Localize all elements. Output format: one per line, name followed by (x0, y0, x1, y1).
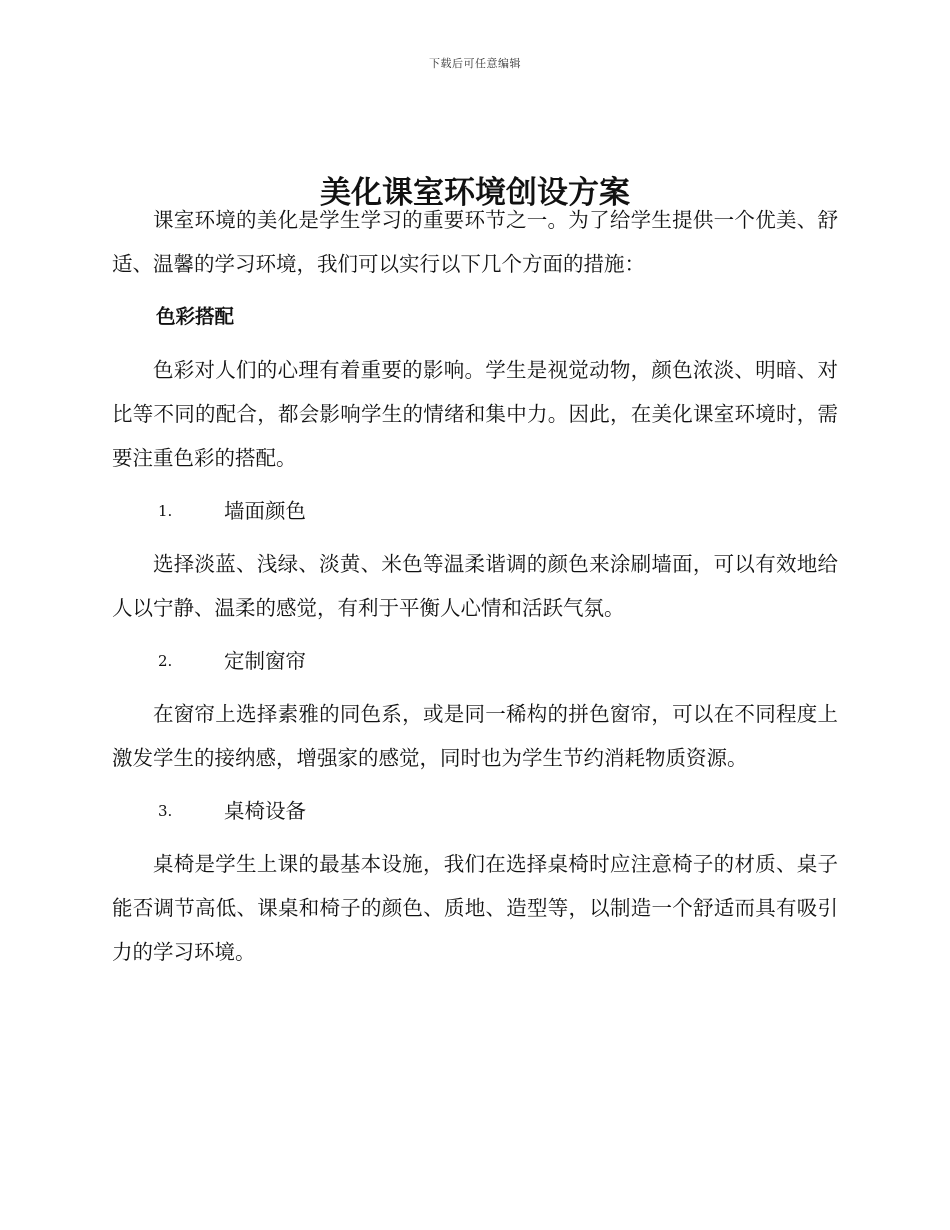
list-item-3 (112, 789, 838, 833)
list-number: 2. (158, 652, 173, 670)
section-heading: 色彩搭配 (156, 305, 235, 328)
list-number: 3. (158, 802, 173, 820)
page-header-note: 下载后可任意编辑 (429, 57, 521, 70)
intro-paragraph: 课室环境的美化是学生学习的重要环节之一。为了给学生提供一个优美、舒适、温馨的学习环境，我们可以实行以下几个方面的措施： (112, 208, 838, 276)
list-heading: 定制窗帘 (224, 649, 306, 673)
list-item-3-paragraph: 桌椅是学生上课的最基本设施，我们在选择桌椅时应注意椅子的材质、桌子能否调节高低、课桌和椅子的颜色、质地、造型等，以制造一个舒适而具有吸引力的学习环境。 (112, 852, 838, 964)
list-item-1-paragraph: 选择淡蓝、浅绿、淡黄、米色等温柔谐调的颜色来涂刷墙面，可以有效地给人以宁静、温柔的感觉，有利于平衡人心情和活跃气氛。 (112, 552, 838, 620)
list-heading: 桌椅设备 (224, 799, 306, 823)
list-heading: 墙面颜色 (224, 499, 306, 523)
document-body (112, 198, 838, 983)
section-intro-paragraph: 色彩对人们的心理有着重要的影响。学生是视觉动物，颜色浓淡、明暗、对比等不同的配合，都会影响学生的情绪和集中力。因此，在美化课室环境时，需要注重色彩的搭配。 (112, 358, 838, 470)
list-item-1 (112, 489, 838, 533)
document-title: 美化课室环境创设方案 (320, 174, 630, 211)
list-item-2-paragraph: 在窗帘上选择素雅的同色系，或是同一稀构的拼色窗帘，可以在不同程度上激发学生的接纳感，增强家的感觉，同时也为学生节约消耗物质资源。 (112, 702, 838, 770)
list-item-2 (112, 639, 838, 683)
list-number: 1. (158, 502, 173, 520)
